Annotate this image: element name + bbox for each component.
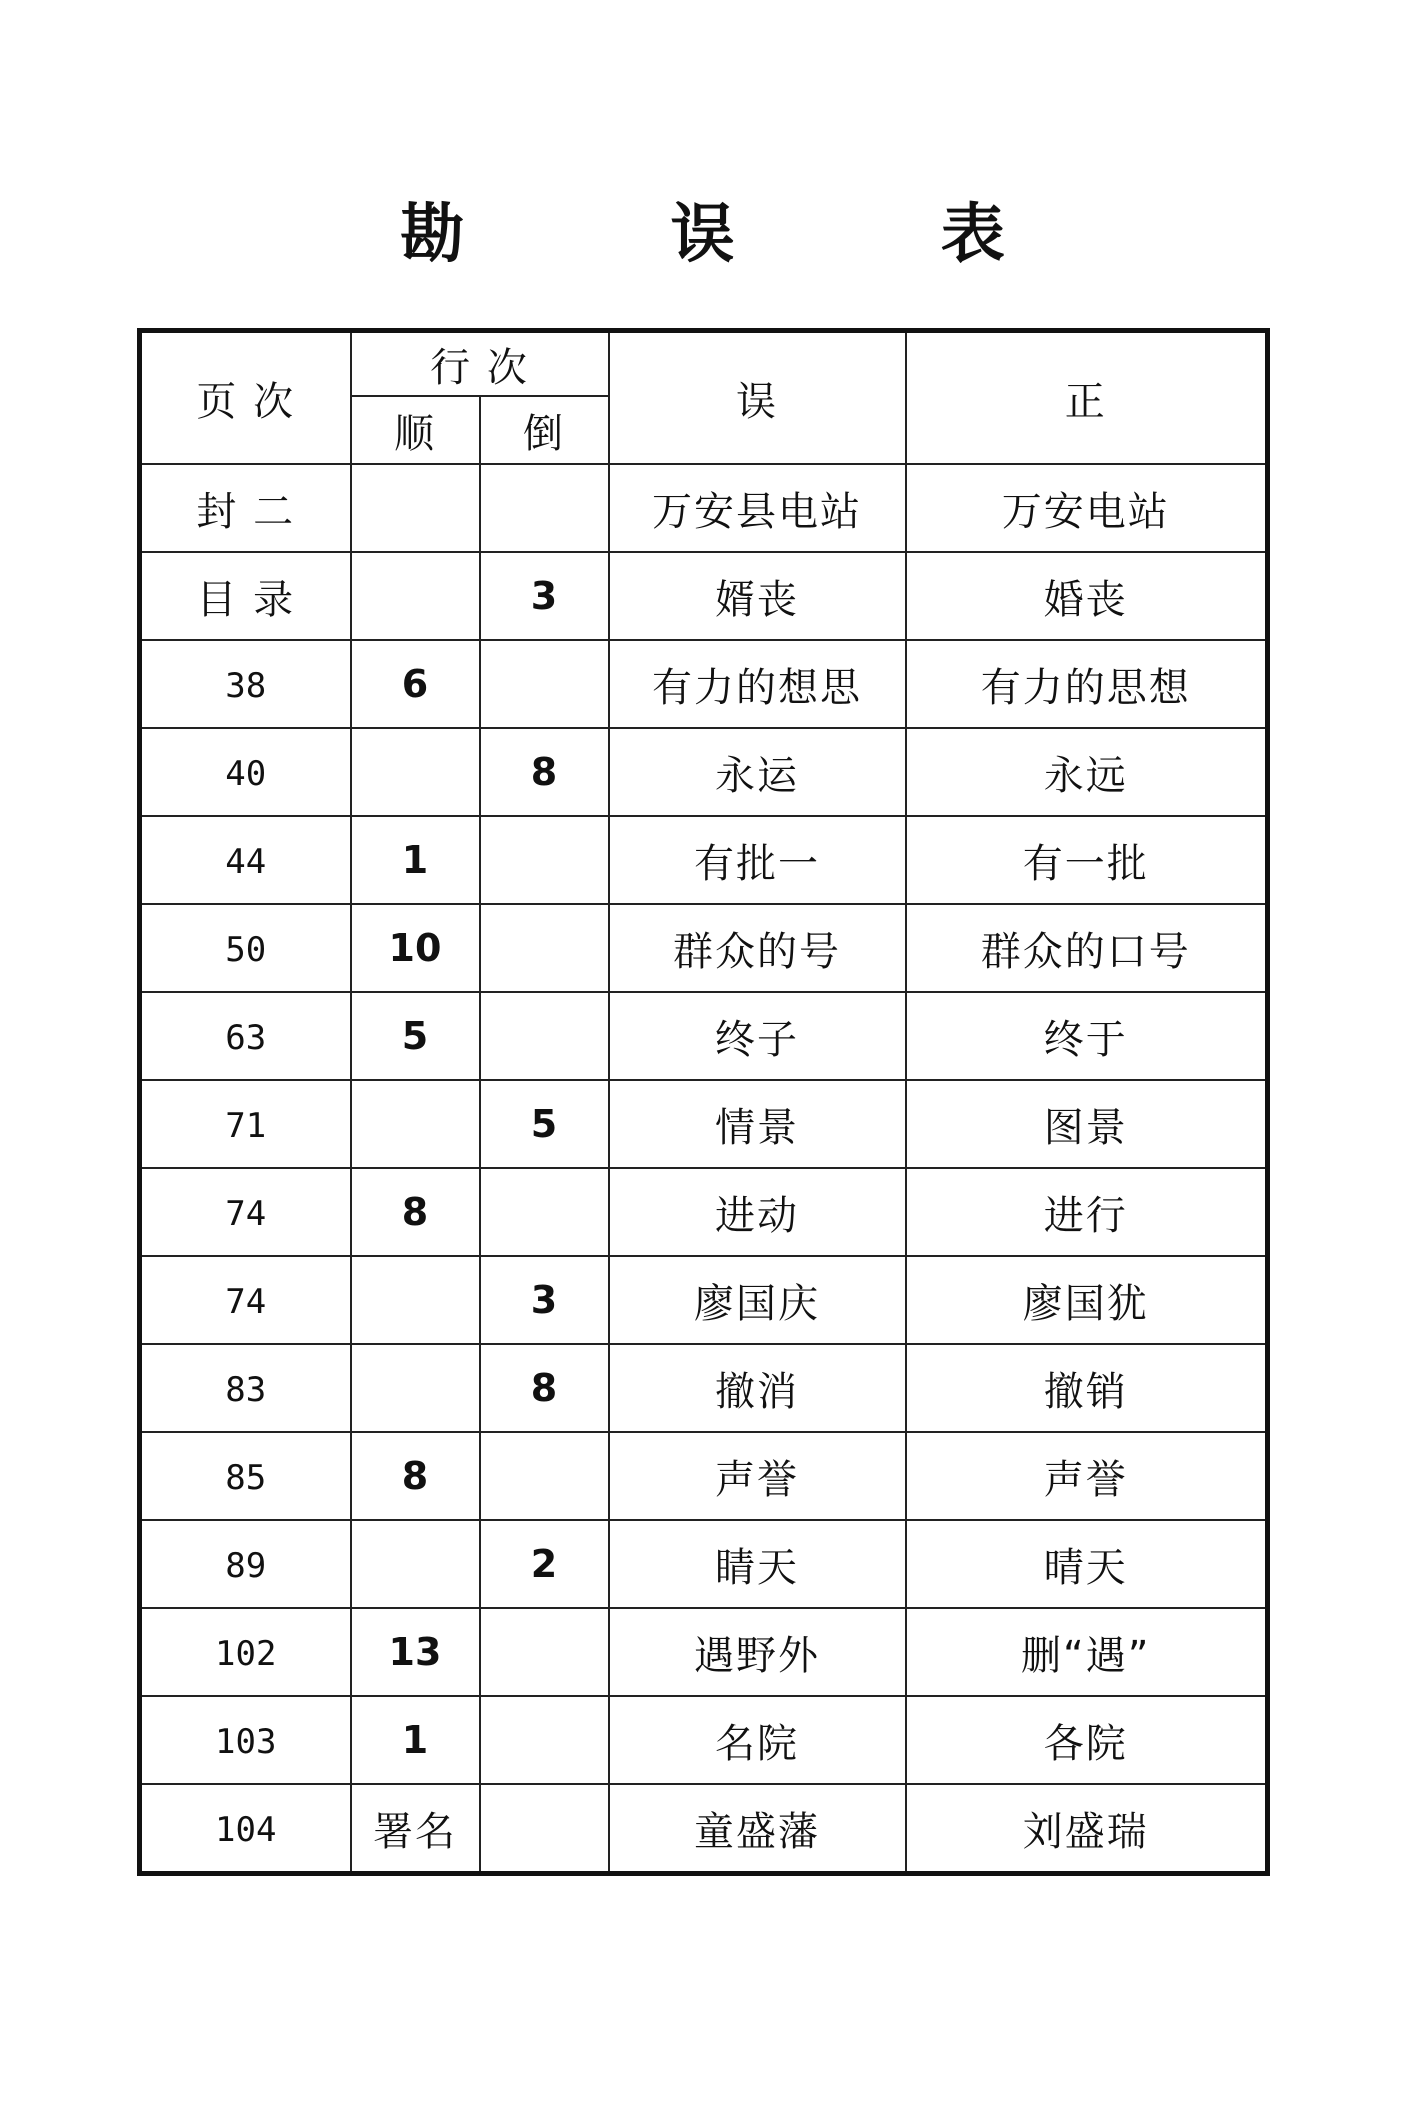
cell-correct: 声誉	[906, 1432, 1268, 1520]
header-correct: 正	[906, 331, 1268, 465]
cell-correct: 撤销	[906, 1344, 1268, 1432]
cell-page: 83	[140, 1344, 351, 1432]
cell-page: 89	[140, 1520, 351, 1608]
cell-wrong: 有批一	[609, 816, 906, 904]
cell-line-backward: 3	[480, 552, 609, 640]
table-row	[140, 1168, 1268, 1256]
table-row	[140, 640, 1268, 728]
cell-page: 50	[140, 904, 351, 992]
cell-line-forward: 10	[351, 904, 480, 992]
cell-line-backward	[480, 1696, 609, 1784]
cell-wrong: 廖国庆	[609, 1256, 906, 1344]
cell-line-forward: 1	[351, 816, 480, 904]
table-row	[140, 728, 1268, 816]
cell-correct: 晴天	[906, 1520, 1268, 1608]
cell-line-backward	[480, 816, 609, 904]
cell-line-backward	[480, 1784, 609, 1874]
cell-correct: 廖国犹	[906, 1256, 1268, 1344]
cell-line-backward: 3	[480, 1256, 609, 1344]
cell-correct: 进行	[906, 1168, 1268, 1256]
cell-correct: 永远	[906, 728, 1268, 816]
cell-correct: 有一批	[906, 816, 1268, 904]
cell-page: 102	[140, 1608, 351, 1696]
cell-page: 63	[140, 992, 351, 1080]
cell-wrong: 撤消	[609, 1344, 906, 1432]
table-row	[140, 1432, 1268, 1520]
cell-wrong: 婿丧	[609, 552, 906, 640]
cell-page: 104	[140, 1784, 351, 1874]
cell-wrong: 永运	[609, 728, 906, 816]
errata-table	[137, 328, 1270, 1876]
cell-correct: 删“遇”	[906, 1608, 1268, 1696]
cell-wrong: 遇野外	[609, 1608, 906, 1696]
cell-wrong: 声誉	[609, 1432, 906, 1520]
header-line: 行 次	[351, 331, 609, 397]
table-row	[140, 992, 1268, 1080]
cell-wrong: 万安县电站	[609, 464, 906, 552]
cell-wrong: 有力的想思	[609, 640, 906, 728]
cell-page: 74	[140, 1256, 351, 1344]
cell-line-forward: 1	[351, 1696, 480, 1784]
header-line-forward: 顺	[351, 396, 480, 464]
table-row	[140, 1080, 1268, 1168]
cell-correct: 群众的口号	[906, 904, 1268, 992]
table-row	[140, 904, 1268, 992]
cell-line-backward	[480, 904, 609, 992]
cell-line-backward: 8	[480, 1344, 609, 1432]
cell-page: 44	[140, 816, 351, 904]
cell-line-backward: 5	[480, 1080, 609, 1168]
cell-wrong: 情景	[609, 1080, 906, 1168]
cell-page: 74	[140, 1168, 351, 1256]
cell-line-backward: 2	[480, 1520, 609, 1608]
cell-line-backward	[480, 1608, 609, 1696]
cell-line-backward	[480, 1432, 609, 1520]
cell-page: 目 录	[140, 552, 351, 640]
table-row	[140, 464, 1268, 552]
cell-line-backward	[480, 640, 609, 728]
table-row	[140, 1696, 1268, 1784]
cell-line-forward	[351, 1520, 480, 1608]
cell-line-backward: 8	[480, 728, 609, 816]
table-row	[140, 816, 1268, 904]
cell-correct: 有力的思想	[906, 640, 1268, 728]
cell-line-backward	[480, 992, 609, 1080]
cell-wrong: 进动	[609, 1168, 906, 1256]
cell-line-forward: 署名	[351, 1784, 480, 1874]
cell-page: 103	[140, 1696, 351, 1784]
header-row	[140, 331, 1268, 397]
cell-correct: 婚丧	[906, 552, 1268, 640]
cell-page: 封 二	[140, 464, 351, 552]
cell-line-forward	[351, 1344, 480, 1432]
cell-page: 71	[140, 1080, 351, 1168]
cell-wrong: 睛天	[609, 1520, 906, 1608]
table-row	[140, 1608, 1268, 1696]
cell-line-forward	[351, 728, 480, 816]
cell-wrong: 童盛藩	[609, 1784, 906, 1874]
cell-correct: 终于	[906, 992, 1268, 1080]
table-row	[140, 1784, 1268, 1874]
table-row	[140, 1344, 1268, 1432]
cell-wrong: 终子	[609, 992, 906, 1080]
cell-line-forward	[351, 1080, 480, 1168]
cell-line-forward: 8	[351, 1432, 480, 1520]
cell-line-forward	[351, 552, 480, 640]
table-row	[140, 1520, 1268, 1608]
header-wrong: 误	[609, 331, 906, 465]
cell-correct: 图景	[906, 1080, 1268, 1168]
cell-line-backward	[480, 464, 609, 552]
cell-line-forward: 5	[351, 992, 480, 1080]
page-title: 勘 误 表	[400, 198, 1097, 272]
cell-line-forward	[351, 1256, 480, 1344]
cell-page: 85	[140, 1432, 351, 1520]
cell-line-forward: 6	[351, 640, 480, 728]
header-page: 页 次	[140, 331, 351, 465]
cell-page: 40	[140, 728, 351, 816]
table-row	[140, 1256, 1268, 1344]
cell-page: 38	[140, 640, 351, 728]
header-line-backward: 倒	[480, 396, 609, 464]
cell-line-forward: 13	[351, 1608, 480, 1696]
cell-correct: 各院	[906, 1696, 1268, 1784]
table-row	[140, 552, 1268, 640]
cell-wrong: 群众的号	[609, 904, 906, 992]
cell-correct: 刘盛瑞	[906, 1784, 1268, 1874]
cell-line-forward: 8	[351, 1168, 480, 1256]
cell-correct: 万安电站	[906, 464, 1268, 552]
cell-line-forward	[351, 464, 480, 552]
cell-line-backward	[480, 1168, 609, 1256]
cell-wrong: 名院	[609, 1696, 906, 1784]
